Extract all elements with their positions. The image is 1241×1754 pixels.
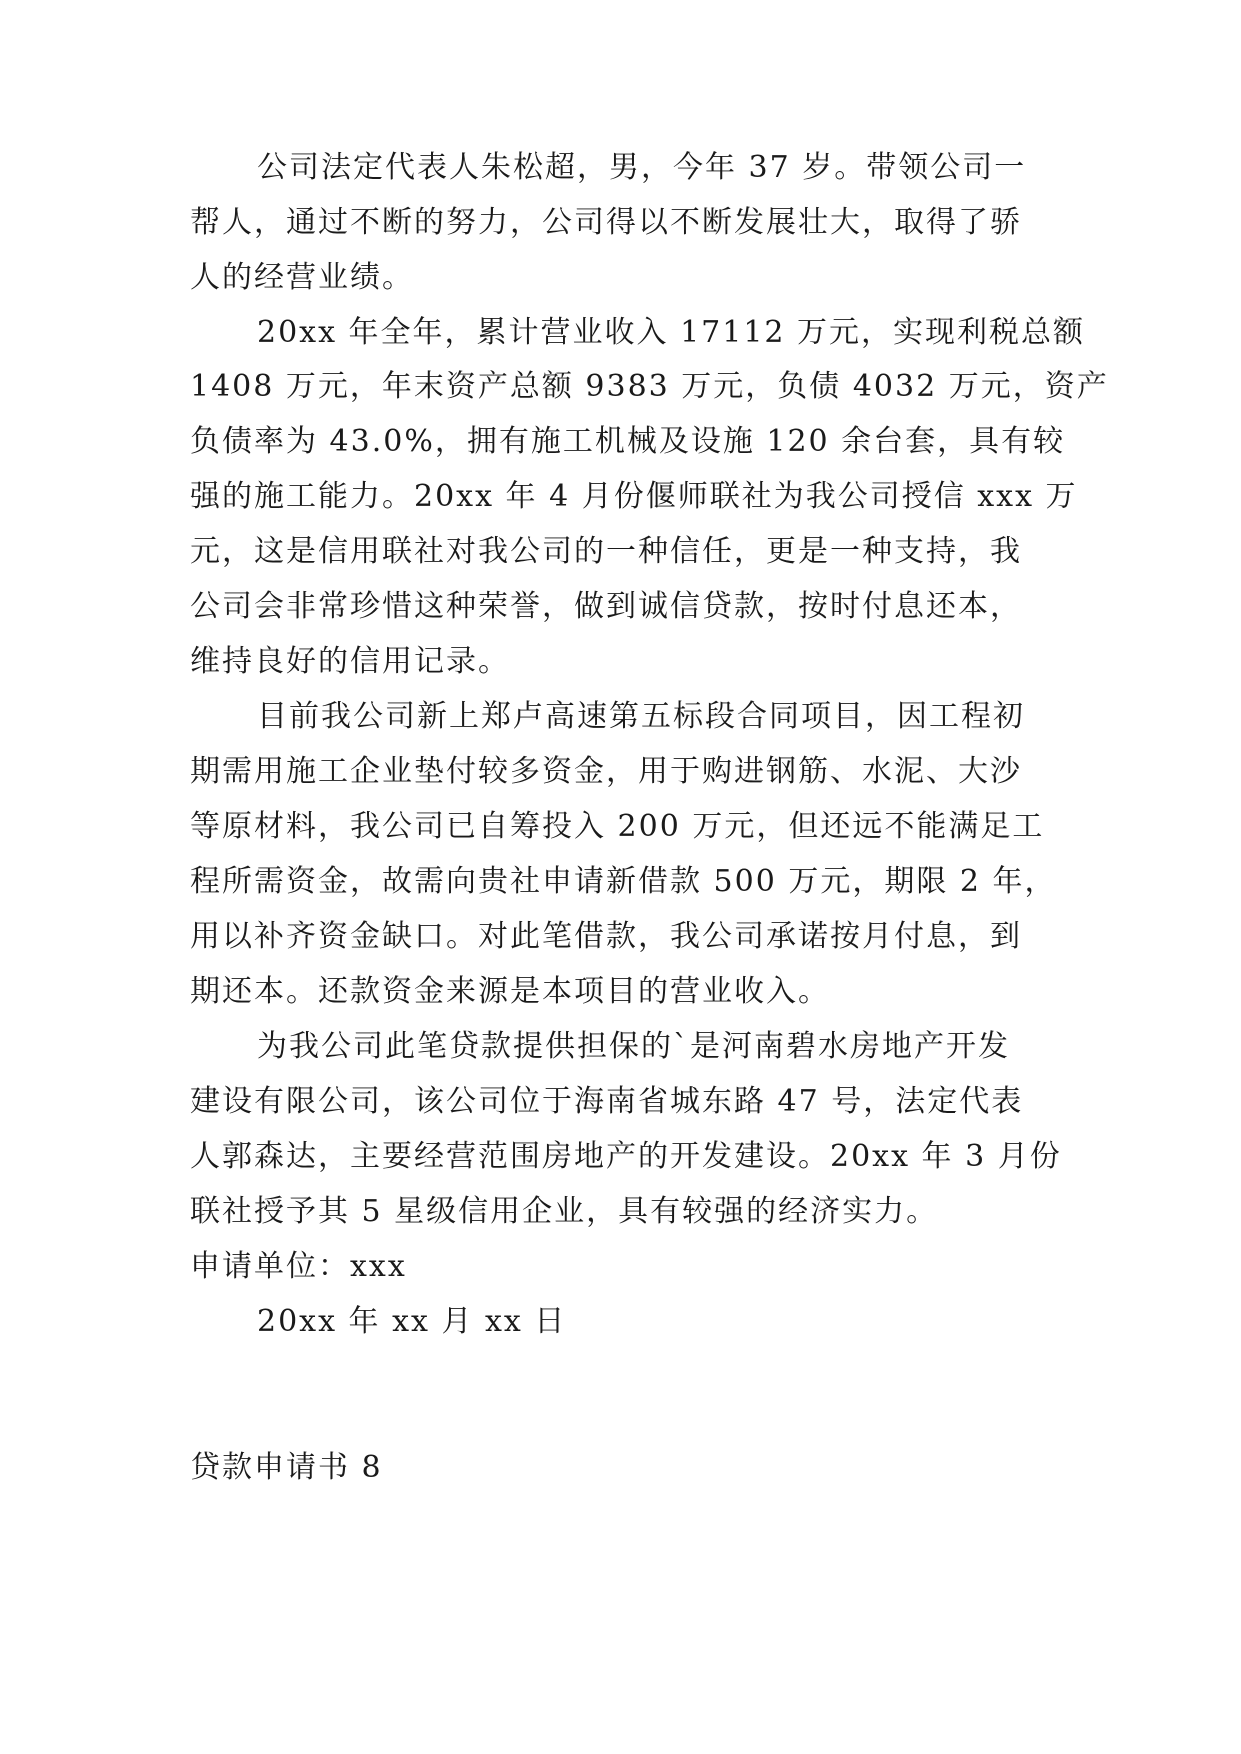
paragraph-line: 公司会非常珍惜这种荣誉，做到诚信贷款，按时付息还本， [190, 589, 1022, 624]
paragraph-line: 人的经营业绩。 [190, 260, 414, 295]
paragraph-line: 期还本。还款资金来源是本项目的营业收入。 [190, 974, 830, 1009]
applicant-label: 申请单位：xxx [190, 1249, 407, 1284]
paragraph-line: 程所需资金，故需向贵社申请新借款 500 万元，期限 2 年， [190, 864, 1057, 899]
paragraph-line: 公司法定代表人朱松超，男，今年 37 岁。带领公司一 [257, 150, 1027, 185]
paragraph-line: 等原材料，我公司已自筹投入 200 万元，但还远不能满足工 [190, 809, 1045, 844]
paragraph-line: 元，这是信用联社对我公司的一种信任，更是一种支持，我 [190, 534, 1022, 569]
paragraph-line: 20xx 年全年，累计营业收入 17112 万元，实现利税总额 [257, 315, 1086, 350]
paragraph-line: 用以补齐资金缺口。对此笔借款，我公司承诺按月付息，到 [190, 919, 1022, 954]
paragraph-line: 建设有限公司，该公司位于海南省城东路 47 号，法定代表 [190, 1084, 1024, 1119]
paragraph-line: 人郭森达，主要经营范围房地产的开发建设。20xx 年 3 月份 [190, 1139, 1062, 1174]
next-section-heading: 贷款申请书 8 [190, 1450, 383, 1485]
paragraph-line: 帮人，通过不断的努力，公司得以不断发展壮大，取得了骄 [190, 205, 1022, 240]
paragraph-line: 负债率为 43.0%，拥有施工机械及设施 120 余台套，具有较 [190, 424, 1066, 459]
paragraph-line: 期需用施工企业垫付较多资金，用于购进钢筋、水泥、大沙 [190, 754, 1022, 789]
paragraph-line: 1408 万元，年末资产总额 9383 万元，负债 4032 万元，资产 [190, 369, 1109, 404]
paragraph-line: 强的施工能力。20xx 年 4 月份偃师联社为我公司授信 xxx 万 [190, 479, 1078, 514]
paragraph-line: 联社授予其 5 星级信用企业，具有较强的经济实力。 [190, 1194, 939, 1229]
paragraph-line: 维持良好的信用记录。 [190, 644, 510, 679]
paragraph-line: 为我公司此笔贷款提供担保的`是河南碧水房地产开发 [257, 1029, 1010, 1064]
signature-date: 20xx 年 xx 月 xx 日 [257, 1304, 567, 1339]
paragraph-line: 目前我公司新上郑卢高速第五标段合同项目，因工程初 [257, 699, 1025, 734]
